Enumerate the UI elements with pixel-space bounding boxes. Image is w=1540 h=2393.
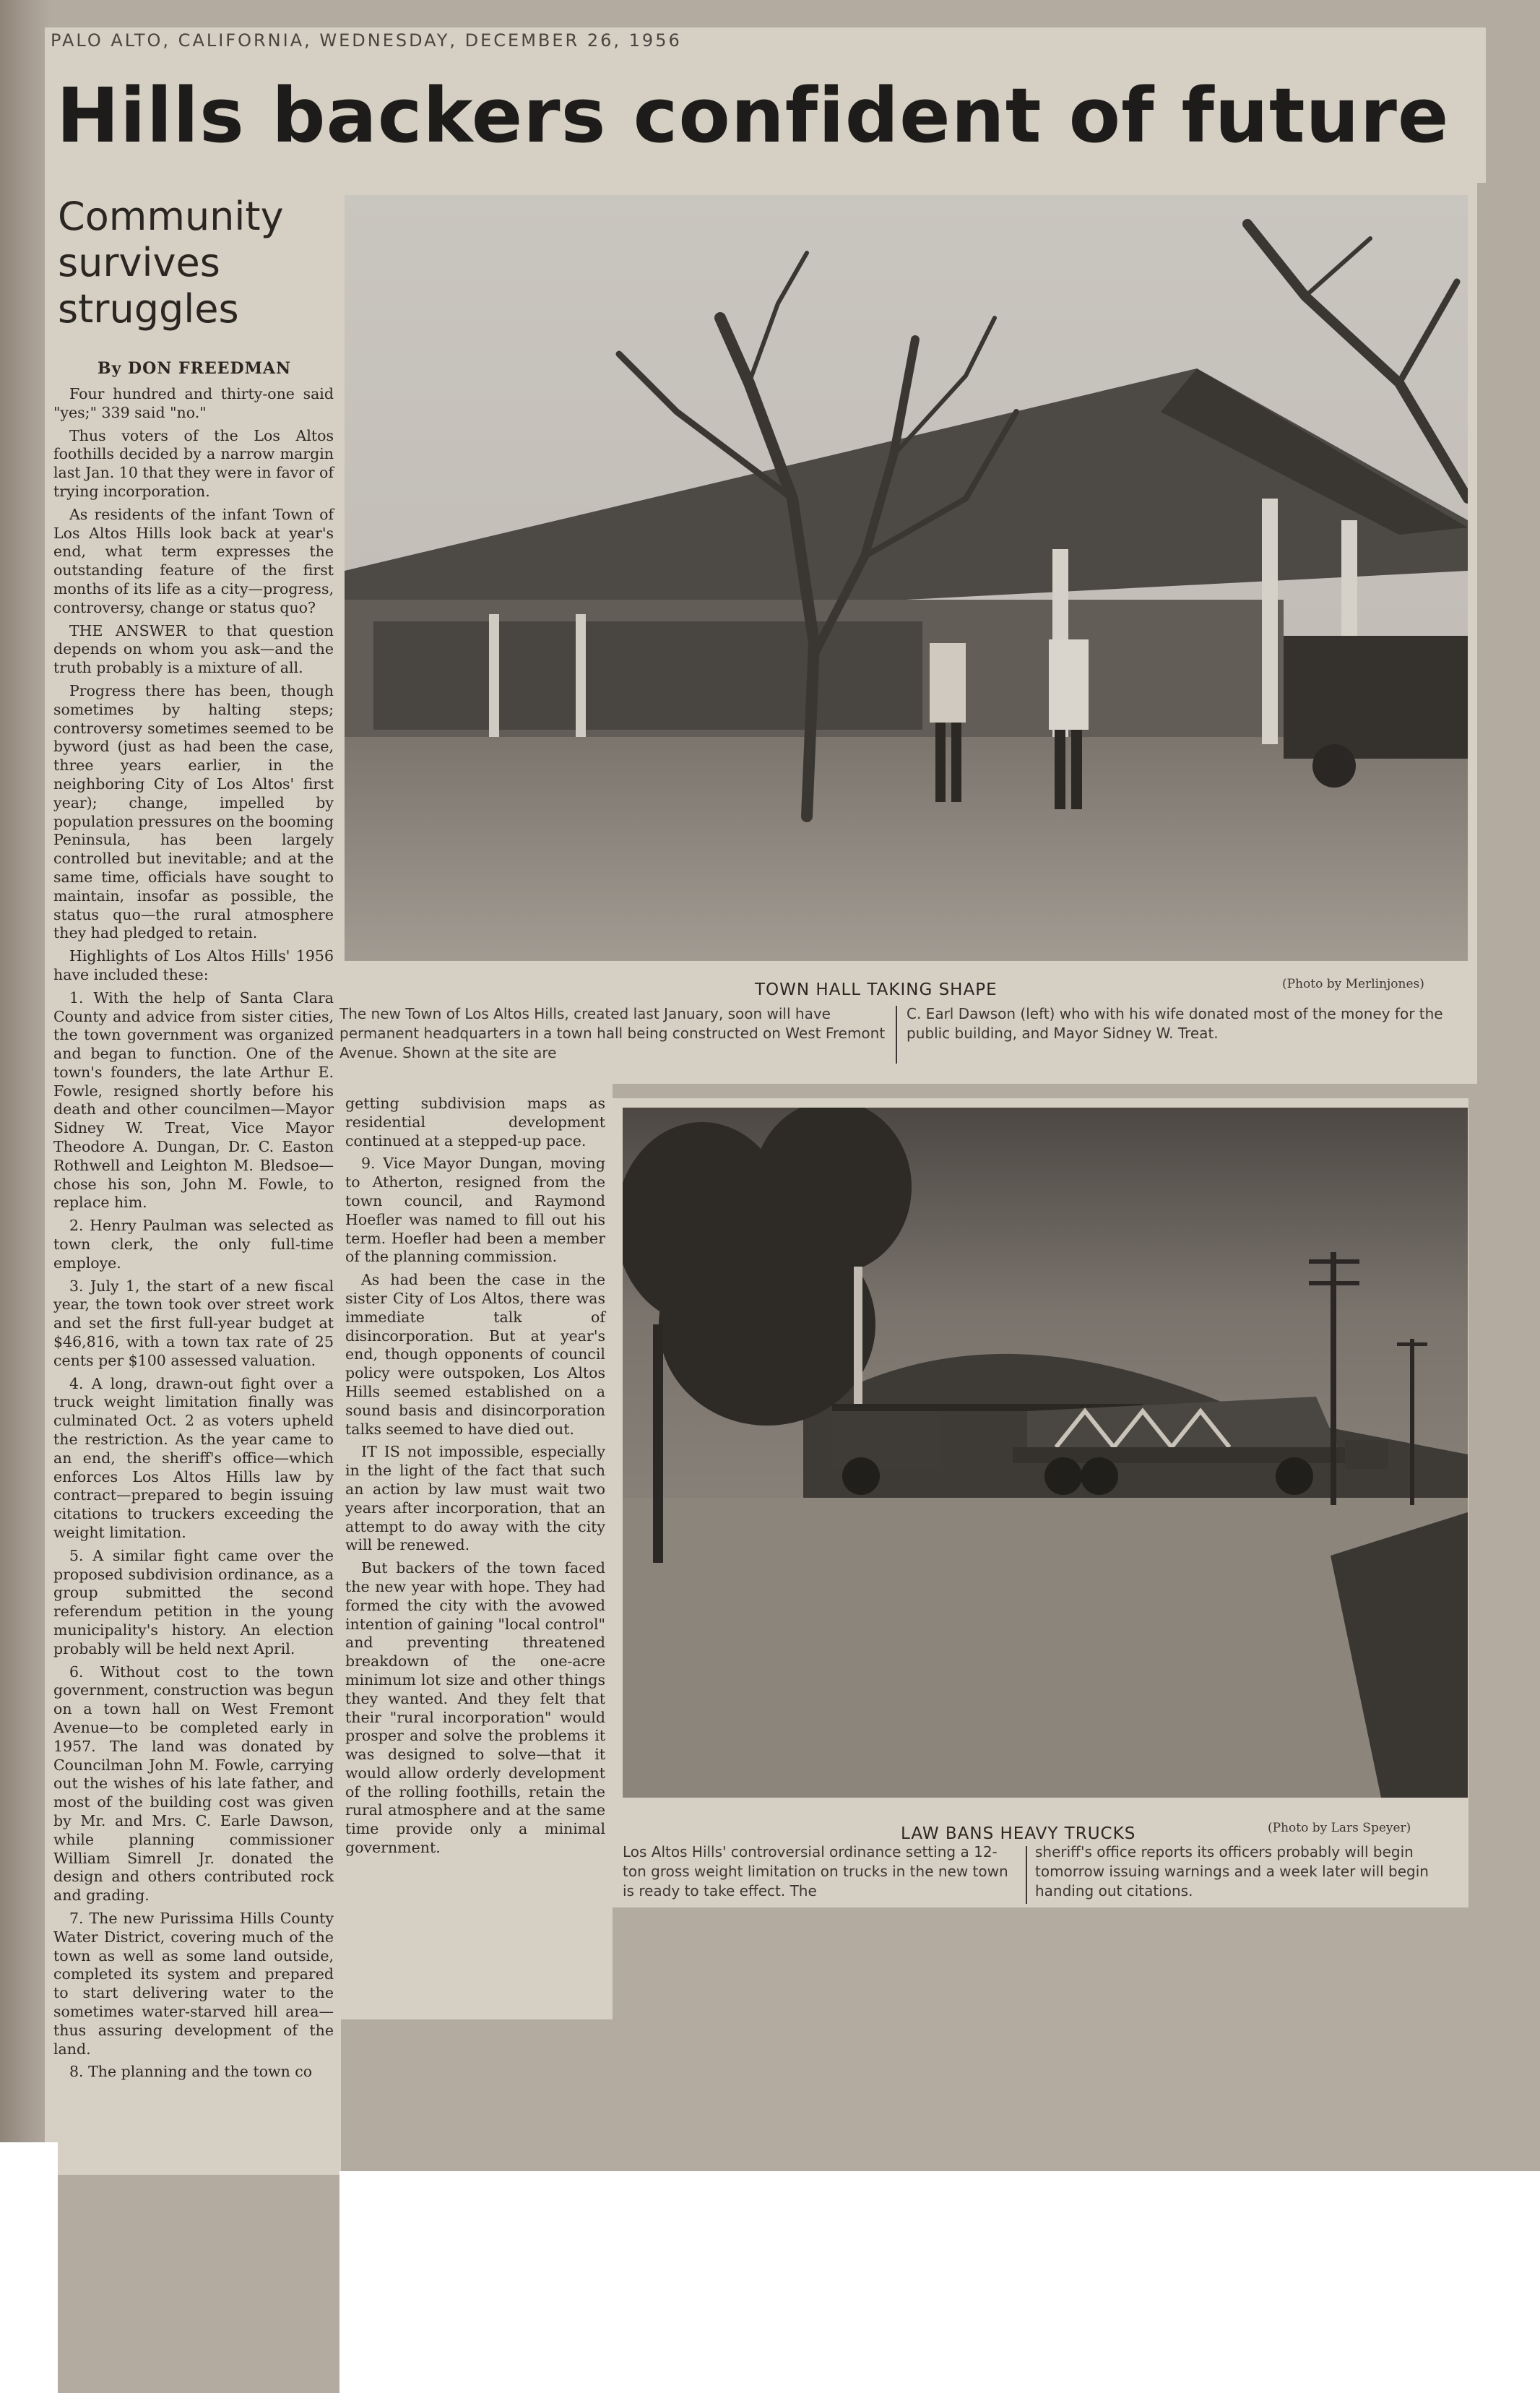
photo-town-hall (345, 195, 1468, 961)
paragraph: As had been the case in the sister City of Los Altos, there was immediate talk of disincorporation. But at year's end, though opponents of council policy were outspoken, Los Altos Hills seemed established on a sound basis and disincorporation talks seemed to have died out. (345, 1271, 605, 1438)
paragraph: 2. Henry Paulman was selected as town clerk, the only full-time employe. (53, 1217, 334, 1272)
image-background-cutout (339, 2171, 1540, 2393)
subhead (58, 194, 339, 332)
headline: Hills backers confident of future (56, 72, 1450, 160)
paragraph: Highlights of Los Altos Hills' 1956 have included these: (53, 947, 334, 983)
photo1-credit: (Photo by Merlinjones) (1282, 977, 1424, 991)
photo2-caption-right: sheriff's office reports its officers probably will begin tomorrow issuing warnings and a week later will begin handing out citations. (1035, 1843, 1429, 1900)
photo1-title: TOWN HALL TAKING SHAPE (755, 980, 998, 999)
photo1-caption-right: C. Earl Dawson (left) who with his wife donated most of the money for the public building, and Mayor Sidney W. Treat. (907, 1005, 1443, 1042)
article-column-1 (53, 385, 334, 2086)
caption-divider (896, 1006, 897, 1064)
paragraph: getting subdivision maps as residential development continued at a stepped-up pace. (345, 1095, 605, 1150)
photo2-caption-left: Los Altos Hills' controversial ordinance setting a 12-ton gross weight limitation on trucks in the new town is ready to take effect. The (623, 1843, 1008, 1900)
page-binding (0, 0, 51, 2168)
photo1-caption-left: The new Town of Los Altos Hills, created last January, soon will have permanent headquarters in a town hall being constructed on West Fremont Avenue. Shown at the site are (339, 1005, 886, 1061)
subhead-line: struggles (58, 286, 239, 332)
byline: By DON FREEDMAN (98, 359, 292, 378)
paragraph: 5. A similar fight came over the proposed subdivision ordinance, as a group submitted the second referendum petition in the young municipality's history. An election probably will be held next April. (53, 1546, 334, 1657)
heavy-trucks-image (623, 1108, 1468, 1798)
paragraph: 4. A long, drawn-out fight over a truck weight limitation finally was culminated Oct. 2 as voters upheld the restriction. As the year came to an end, the sheriff's office—which enforces Los Altos Hills law by contract—prepared to begin issuing citations to truckers exceeding the weight limitation. (53, 1374, 334, 1542)
photo2-credit: (Photo by Lars Speyer) (1268, 1821, 1411, 1835)
dateline: PALO ALTO, CALIFORNIA, WEDNESDAY, DECEMBER 26, 1956 (51, 30, 682, 51)
paragraph: 8. The planning and the town co (69, 2063, 313, 2081)
paragraph: But backers of the town faced the new year with hope. They had formed the city with the avowed intention of gaining "local control" and preventing threatened breakdown of the one-acre minimum lot size and other things they wanted. And they felt that their "rural incorporation" would prosper and solve the problems it was designed to solve—that it would allow orderly development of the rolling foothills, retain the rural atmosphere and at the same time provide only a minimal government. (345, 1559, 605, 1857)
town-hall-image (345, 195, 1468, 961)
photo2-title: LAW BANS HEAVY TRUCKS (901, 1824, 1136, 1843)
caption-divider (1026, 1846, 1027, 1904)
photo-heavy-trucks (623, 1108, 1468, 1798)
paragraph: 9. Vice Mayor Dungan, moving to Atherton, resigned from the town council, and Raymond Hoefler was named to fill out his term. Hoefler had been a member of the planning commission. (345, 1155, 605, 1266)
paragraph: Thus voters of the Los Altos foothills decided by a narrow margin last Jan. 10 that they were in favor of trying incorporation. (53, 426, 334, 500)
image-background-cutout (0, 2142, 58, 2393)
subhead-line: survives (58, 240, 220, 285)
paragraph: As residents of the infant Town of Los Altos Hills look back at year's end, what term expresses the outstanding feature of the first months of its life as a city—progress, controversy, change or status quo? (53, 505, 334, 616)
paragraph: Four hundred and thirty-one said "yes;" 339 said "no." (53, 385, 334, 421)
article-column-2 (345, 1095, 605, 1862)
paragraph: 1. With the help of Santa Clara County and advice from sister cities, the town government was organized and began to function. One of the town's founders, the late Arthur E. Fowle, resigned shortly before his death and other councilmen—Mayor Sidney W. Treat, Vice Mayor Theodore A. Dungan, Dr. C. Easton Rothwell and Leighton M. Bledsoe—chose his son, John M. Fowle, to replace him. (53, 988, 334, 1212)
paragraph: Progress there has been, though sometimes by halting steps; controversy sometimes seemed to be byword (just as had been the case, three years earlier, in the neighboring City of Los Altos' first year); change, impelled by population pressures on the booming Peninsula, has been largely controlled but inevitable; and at the same time, officials have sought to maintain, insofar as possible, the status quo—the rural atmosphere they had pledged to retain. (53, 681, 334, 942)
paragraph: 6. Without cost to the town government, construction was begun on a town hall on West Fremont Avenue—to be completed early in 1957. The land was donated by Councilman John M. Fowle, carrying out the wishes of his late father, and most of the building cost was given by Mr. and Mrs. C. Earle Dawson, while planning commissioner William Simrell Jr. donated the design and others contributed rock and grading. (53, 1663, 334, 1905)
paragraph: IT IS not impossible, especially in the light of the fact that such an action by law must wait two years after incorporation, that an attempt to do away with the city will be renewed. (345, 1443, 605, 1554)
subhead-line: Community (58, 194, 284, 239)
paragraph: 7. The new Purissima Hills County Water District, covering much of the town as well as some land outside, completed its system and prepared to start delivering water to the sometimes water-starved hill area—thus assuring development of the land. (53, 1909, 334, 2058)
paragraph: THE ANSWER to that question depends on whom you ask—and the truth probably is a mixture of all. (53, 621, 334, 677)
paragraph: 3. July 1, the start of a new fiscal year, the town took over street work and set the first full-year budget at $46,816, with a town tax rate of 25 cents per $100 assessed valuation. (53, 1277, 334, 1369)
